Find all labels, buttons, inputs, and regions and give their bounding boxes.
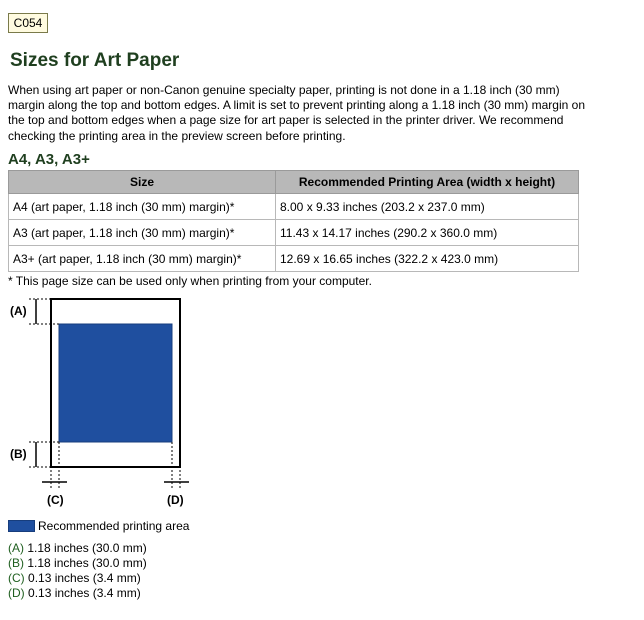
footnote: * This page size can be used only when printing from your computer. [8,274,372,288]
label-b: (B) [10,447,27,461]
legend-label: Recommended printing area [38,519,190,533]
table-cell-size: A4 (art paper, 1.18 inch (30 mm) margin)* [9,194,276,220]
list-item [8,556,147,571]
table-cell-size: A3+ (art paper, 1.18 inch (30 mm) margin)* [9,246,276,272]
dimension-key: (A) [8,541,24,555]
table-row [9,194,579,220]
table-cell-size: A3 (art paper, 1.18 inch (30 mm) margin)* [9,220,276,246]
list-item [8,571,147,586]
section-title: A4, A3, A3+ [8,151,90,168]
table-row [9,220,579,246]
dimension-value: 0.13 inches (3.4 mm) [28,571,141,585]
table-header-row [9,171,579,194]
printing-area-rect [59,324,172,442]
table-cell-area: 8.00 x 9.33 inches (203.2 x 237.0 mm) [276,194,579,220]
dimension-value: 1.18 inches (30.0 mm) [27,556,147,570]
legend [8,519,189,533]
table-cell-area: 11.43 x 14.17 inches (290.2 x 360.0 mm) [276,220,579,246]
page-title: Sizes for Art Paper [10,50,180,71]
page-code-badge: C054 [8,13,48,33]
table-row [9,246,579,272]
printing-area-diagram [0,292,200,514]
legend-swatch [8,520,35,532]
list-item [8,541,147,556]
dimension-key: (C) [8,571,25,585]
column-header-printing-area: Recommended Printing Area (width x height) [276,171,579,194]
intro-paragraph: When using art paper or non-Canon genuine specialty paper, printing is not done in a 1.18 inch (30 mm) margin along the top and bottom edges. A limit is set to prevent printing along a 1.18 inch (30 mm) margin on the top and bottom edges when a page size for art paper is selected in the printer driver. We recommend checking the printing area in the preview screen before printing. [8,83,585,143]
label-c: (C) [47,493,64,507]
sizes-table [8,170,579,272]
dimension-key: (D) [8,586,25,600]
label-d: (D) [167,493,184,507]
label-a: (A) [10,304,27,318]
dimension-value: 0.13 inches (3.4 mm) [28,586,141,600]
dimension-list [8,541,147,601]
column-header-size: Size [9,171,276,194]
list-item [8,586,147,601]
table-cell-area: 12.69 x 16.65 inches (322.2 x 423.0 mm) [276,246,579,272]
dimension-value: 1.18 inches (30.0 mm) [27,541,147,555]
dimension-key: (B) [8,556,24,570]
